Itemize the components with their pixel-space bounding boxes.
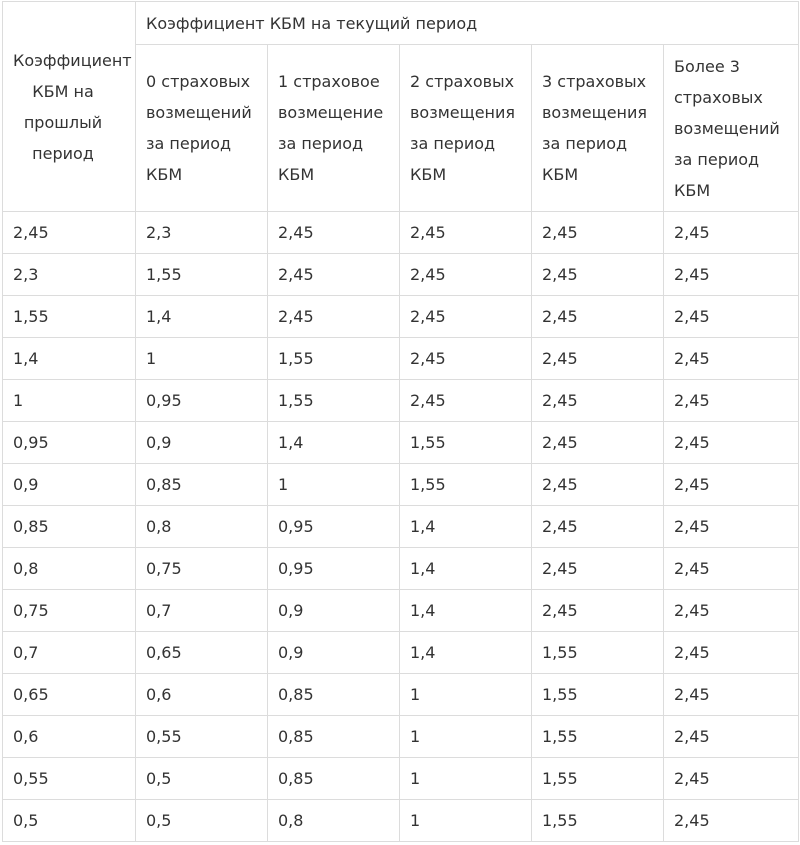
kbm-0-claims-cell: 0,5 [136, 800, 268, 842]
kbm-1-claim-cell: 0,8 [268, 800, 400, 842]
col-header-more-than-3-claims [664, 45, 799, 212]
table-row [3, 800, 799, 842]
previous-kbm-cell: 2,45 [3, 212, 136, 254]
kbm-more-than-3-claims-cell: 2,45 [664, 212, 799, 254]
table-row [3, 506, 799, 548]
kbm-more-than-3-claims-cell: 2,45 [664, 548, 799, 590]
kbm-3-claims-cell: 1,55 [532, 716, 664, 758]
previous-kbm-cell: 0,6 [3, 716, 136, 758]
kbm-more-than-3-claims-cell: 2,45 [664, 716, 799, 758]
header-line: 1 страховое [278, 72, 380, 91]
previous-kbm-cell: 0,9 [3, 464, 136, 506]
table-row [3, 674, 799, 716]
col-header-3-claims [532, 45, 664, 212]
kbm-1-claim-cell: 1,55 [268, 380, 400, 422]
kbm-3-claims-cell: 1,55 [532, 674, 664, 716]
header-row-group [3, 2, 799, 45]
kbm-3-claims-cell: 2,45 [532, 254, 664, 296]
kbm-3-claims-cell: 2,45 [532, 338, 664, 380]
table-row [3, 380, 799, 422]
kbm-1-claim-cell: 2,45 [268, 212, 400, 254]
previous-kbm-cell: 0,7 [3, 632, 136, 674]
table-body [3, 212, 799, 842]
kbm-1-claim-cell: 2,45 [268, 254, 400, 296]
kbm-2-claims-cell: 2,45 [400, 254, 532, 296]
header-line: Более 3 [674, 56, 740, 76]
table-row [3, 296, 799, 338]
kbm-more-than-3-claims-cell: 2,45 [664, 590, 799, 632]
kbm-2-claims-cell: 1,4 [400, 632, 532, 674]
table-row [3, 212, 799, 254]
kbm-0-claims-cell: 0,65 [136, 632, 268, 674]
table-row [3, 758, 799, 800]
header-line: за период [674, 149, 760, 169]
kbm-more-than-3-claims-cell: 2,45 [664, 632, 799, 674]
header-line: возмещения [410, 103, 516, 122]
kbm-1-claim-cell: 2,45 [268, 296, 400, 338]
header-line: КБМ [410, 165, 447, 184]
table-row [3, 422, 799, 464]
header-line: прошлый [23, 112, 103, 132]
kbm-0-claims-cell: 2,3 [136, 212, 268, 254]
kbm-3-claims-cell: 2,45 [532, 464, 664, 506]
kbm-2-claims-cell: 1,55 [400, 464, 532, 506]
kbm-3-claims-cell: 1,55 [532, 632, 664, 674]
table-row [3, 254, 799, 296]
kbm-2-claims-cell: 1 [400, 758, 532, 800]
kbm-3-claims-cell: 1,55 [532, 758, 664, 800]
kbm-2-claims-cell: 1,4 [400, 590, 532, 632]
previous-kbm-cell: 0,65 [3, 674, 136, 716]
previous-kbm-cell: 1 [3, 380, 136, 422]
kbm-more-than-3-claims-cell: 2,45 [664, 506, 799, 548]
header-line: возмещение [278, 103, 384, 122]
kbm-3-claims-cell: 2,45 [532, 548, 664, 590]
kbm-1-claim-cell: 1 [268, 464, 400, 506]
kbm-3-claims-cell: 2,45 [532, 590, 664, 632]
header-line: 3 страховых [542, 72, 647, 91]
previous-kbm-cell: 0,5 [3, 800, 136, 842]
kbm-more-than-3-claims-cell: 2,45 [664, 422, 799, 464]
header-line: 2 страховых [410, 72, 515, 91]
previous-kbm-cell: 2,3 [3, 254, 136, 296]
header-line: за период [146, 134, 232, 153]
col-header-1-claim [268, 45, 400, 212]
kbm-more-than-3-claims-cell: 2,45 [664, 254, 799, 296]
kbm-2-claims-cell: 2,45 [400, 296, 532, 338]
col-header-0-claims [136, 45, 268, 212]
header-line: КБМ на [32, 81, 94, 101]
previous-period-header [3, 2, 136, 212]
header-line: КБМ [542, 165, 579, 184]
kbm-3-claims-cell: 2,45 [532, 296, 664, 338]
kbm-more-than-3-claims-cell: 2,45 [664, 296, 799, 338]
kbm-2-claims-cell: 1 [400, 800, 532, 842]
kbm-0-claims-cell: 0,8 [136, 506, 268, 548]
kbm-more-than-3-claims-cell: 2,45 [664, 338, 799, 380]
kbm-1-claim-cell: 0,85 [268, 716, 400, 758]
previous-kbm-cell: 0,8 [3, 548, 136, 590]
kbm-3-claims-cell: 2,45 [532, 422, 664, 464]
kbm-0-claims-cell: 0,85 [136, 464, 268, 506]
kbm-0-claims-cell: 1 [136, 338, 268, 380]
kbm-0-claims-cell: 1,4 [136, 296, 268, 338]
table-header [3, 2, 799, 212]
kbm-0-claims-cell: 0,7 [136, 590, 268, 632]
kbm-0-claims-cell: 0,75 [136, 548, 268, 590]
header-line: страховых [674, 87, 763, 107]
header-line: за период [542, 134, 628, 153]
kbm-0-claims-cell: 0,95 [136, 380, 268, 422]
table-row [3, 632, 799, 674]
previous-kbm-cell: 0,85 [3, 506, 136, 548]
kbm-3-claims-cell: 2,45 [532, 506, 664, 548]
header-line: КБМ [278, 165, 315, 184]
kbm-1-claim-cell: 1,55 [268, 338, 400, 380]
kbm-1-claim-cell: 0,95 [268, 506, 400, 548]
kbm-1-claim-cell: 0,85 [268, 758, 400, 800]
kbm-0-claims-cell: 0,5 [136, 758, 268, 800]
table-row [3, 548, 799, 590]
header-line: возмещений [146, 103, 252, 122]
previous-kbm-cell: 1,55 [3, 296, 136, 338]
kbm-3-claims-cell: 2,45 [532, 380, 664, 422]
header-line: период [32, 143, 94, 163]
header-line: КБМ [146, 165, 183, 184]
header-line: за период [410, 134, 496, 153]
previous-kbm-cell: 0,55 [3, 758, 136, 800]
kbm-table [2, 1, 799, 842]
kbm-2-claims-cell: 1 [400, 674, 532, 716]
kbm-0-claims-cell: 0,6 [136, 674, 268, 716]
kbm-2-claims-cell: 1,4 [400, 506, 532, 548]
header-line: возмещения [542, 103, 648, 122]
kbm-2-claims-cell: 1 [400, 716, 532, 758]
kbm-2-claims-cell: 2,45 [400, 212, 532, 254]
kbm-3-claims-cell: 2,45 [532, 212, 664, 254]
previous-kbm-cell: 0,75 [3, 590, 136, 632]
kbm-1-claim-cell: 0,9 [268, 590, 400, 632]
kbm-2-claims-cell: 2,45 [400, 380, 532, 422]
kbm-1-claim-cell: 0,95 [268, 548, 400, 590]
kbm-more-than-3-claims-cell: 2,45 [664, 464, 799, 506]
previous-kbm-cell: 0,95 [3, 422, 136, 464]
header-line: возмещений [674, 118, 780, 138]
previous-kbm-cell: 1,4 [3, 338, 136, 380]
kbm-more-than-3-claims-cell: 2,45 [664, 380, 799, 422]
kbm-3-claims-cell: 1,55 [532, 800, 664, 842]
kbm-more-than-3-claims-cell: 2,45 [664, 800, 799, 842]
kbm-more-than-3-claims-cell: 2,45 [664, 674, 799, 716]
table-row [3, 338, 799, 380]
table-row [3, 716, 799, 758]
header-line: Коэффициент [13, 50, 132, 70]
current-period-header: Коэффициент КБМ на текущий период [136, 2, 799, 45]
kbm-0-claims-cell: 0,9 [136, 422, 268, 464]
kbm-more-than-3-claims-cell: 2,45 [664, 758, 799, 800]
table-row [3, 464, 799, 506]
kbm-1-claim-cell: 1,4 [268, 422, 400, 464]
kbm-0-claims-cell: 0,55 [136, 716, 268, 758]
header-line: 0 страховых [146, 72, 251, 91]
table-row [3, 590, 799, 632]
kbm-0-claims-cell: 1,55 [136, 254, 268, 296]
kbm-1-claim-cell: 0,85 [268, 674, 400, 716]
kbm-2-claims-cell: 2,45 [400, 338, 532, 380]
kbm-2-claims-cell: 1,4 [400, 548, 532, 590]
kbm-2-claims-cell: 1,55 [400, 422, 532, 464]
header-line: за период [278, 134, 364, 153]
header-line: КБМ [674, 180, 711, 200]
kbm-1-claim-cell: 0,9 [268, 632, 400, 674]
col-header-2-claims [400, 45, 532, 212]
